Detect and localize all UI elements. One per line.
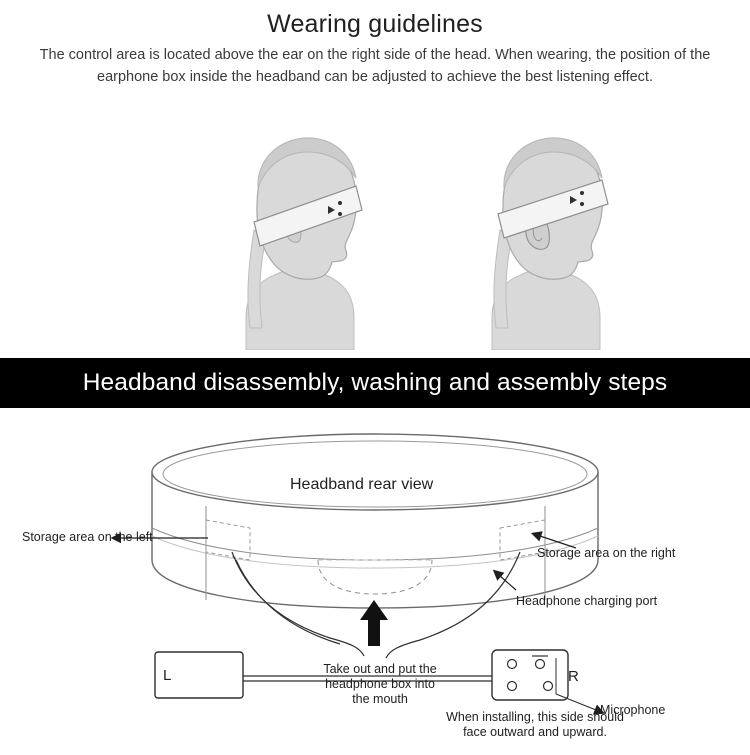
- install-note: [420, 710, 650, 740]
- page-title: Wearing guidelines: [267, 10, 483, 38]
- right-box-label: R: [568, 668, 579, 685]
- section-banner: [0, 358, 750, 408]
- center-note: [290, 662, 470, 707]
- center-note-line1: Take out and put the: [323, 662, 437, 676]
- headband-rear-view-label: Headband rear view: [290, 476, 434, 493]
- figure-head-right: [420, 118, 720, 350]
- storage-left-label: Storage area on the left: [22, 530, 153, 544]
- left-box-label: L: [163, 667, 172, 684]
- guidelines-description: The control area is located above the ear on the right side of the head. When wearing, the position of the earphone box inside the headband can be adjusted to achieve the best listening effect.: [39, 47, 711, 85]
- figure-head-left: [150, 118, 450, 350]
- install-note-line1: When installing, this side should: [446, 710, 624, 724]
- center-note-line2: headphone box into: [325, 677, 435, 691]
- install-note-line2: face outward and upward.: [463, 725, 607, 739]
- wearing-guidelines-section: [0, 0, 750, 352]
- center-note-line3: the mouth: [352, 692, 408, 706]
- charging-port-label: Headphone charging port: [516, 594, 658, 608]
- microphone-label: Microphone: [600, 703, 666, 717]
- banner-title: Headband disassembly, washing and assembly steps: [82, 369, 668, 396]
- right-earphone-box: [492, 650, 568, 700]
- wearing-figures: [0, 118, 750, 350]
- headband-diagram-section: [0, 410, 750, 750]
- storage-right-label: Storage area on the right: [537, 546, 676, 560]
